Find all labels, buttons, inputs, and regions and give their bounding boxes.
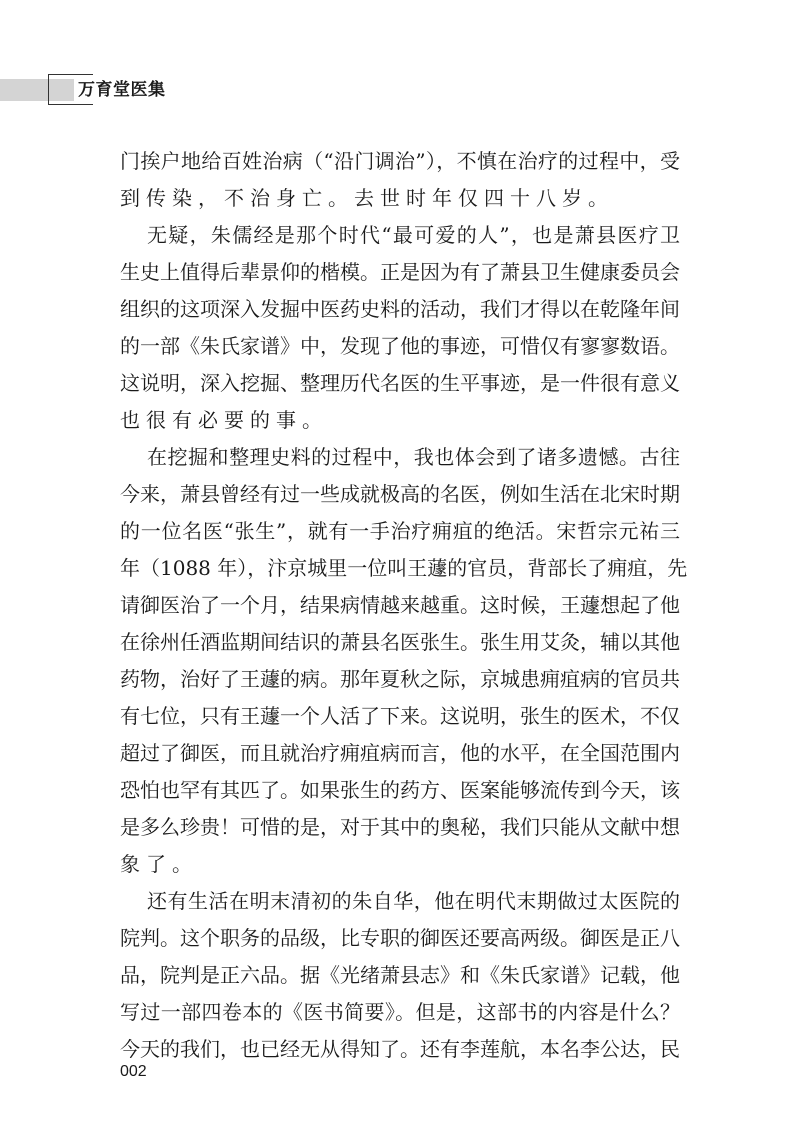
text-line: 有七位，只有王蘧一个人活了下来。这说明，张生的医术，不仅 (120, 704, 680, 728)
text-line: 的一部《朱氏家谱》中，发现了他的事迹，可惜仅有寥寥数语。 (120, 334, 680, 358)
text-line: 也很有必要的事。 (120, 408, 328, 432)
paragraph (120, 217, 680, 439)
text-line: 生史上值得后辈景仰的楷模。正是因为有了萧县卫生健康委员会 (120, 260, 680, 284)
text-line: 恐怕也罕有其匹了。如果张生的药方、医案能够流传到今天，该 (120, 778, 680, 802)
paragraph (120, 439, 688, 883)
text-line: 今天的我们，也已经无从得知了。还有李莲航，本名李公达，民 (120, 1037, 680, 1061)
text-line: 品，院判是正六品。据《光绪萧县志》和《朱氏家谱》记载，他 (120, 963, 680, 987)
text-line: 门挨户地给百姓治病（“沿门调治”），不慎在治疗的过程中，受 (120, 149, 680, 173)
text-line: 药物，治好了王蘧的病。那年夏秋之际，京城患痈疽病的官员共 (120, 667, 680, 691)
text-line: 在徐州任酒监期间结识的萧县名医张生。张生用艾灸，辅以其他 (120, 630, 680, 654)
page-number: 002 (120, 1063, 147, 1080)
text-line: 无疑，朱儒经是那个时代“最可爱的人”，也是萧县医疗卫 (147, 223, 680, 247)
paragraph (120, 883, 680, 1068)
text-line: 到传染，不治身亡。去世时年仅四十八岁。 (120, 186, 614, 210)
paragraph (120, 143, 680, 217)
page-body-text (120, 143, 688, 1068)
text-line: 还有生活在明末清初的朱自华，他在明代末期做过太医院的 (147, 889, 680, 913)
text-line: 在挖掘和整理史料的过程中，我也体会到了诸多遗憾。古往 (147, 445, 680, 469)
text-line: 写过一部四卷本的《医书简要》。但是，这部书的内容是什么？ (120, 1000, 680, 1024)
running-header-title: 万育堂医集 (78, 80, 166, 100)
text-line: 是多么珍贵！可惜的是，对于其中的奥秘，我们只能从文献中想 (120, 815, 680, 839)
text-line: 象了。 (120, 852, 198, 876)
text-line: 的一位名医“张生”，就有一手治疗痈疽的绝活。宋哲宗元祐三 (120, 519, 680, 543)
text-line: 年（1088 年），汴京城里一位叫王蘧的官员，背部长了痈疽，先 (120, 556, 688, 580)
text-line: 今来，萧县曾经有过一些成就极高的名医，例如生活在北宋时期 (120, 482, 680, 506)
text-line: 这说明，深入挖掘、整理历代名医的生平事迹，是一件很有意义 (120, 371, 680, 395)
text-line: 请御医治了一个月，结果病情越来越重。这时候，王蘧想起了他 (120, 593, 680, 617)
text-line: 组织的这项深入发掘中医药史料的活动，我们才得以在乾隆年间 (120, 297, 680, 321)
text-line: 超过了御医，而且就治疗痈疽病而言，他的水平，在全国范围内 (120, 741, 680, 765)
text-line: 院判。这个职务的品级，比专职的御医还要高两级。御医是正八 (120, 926, 680, 950)
